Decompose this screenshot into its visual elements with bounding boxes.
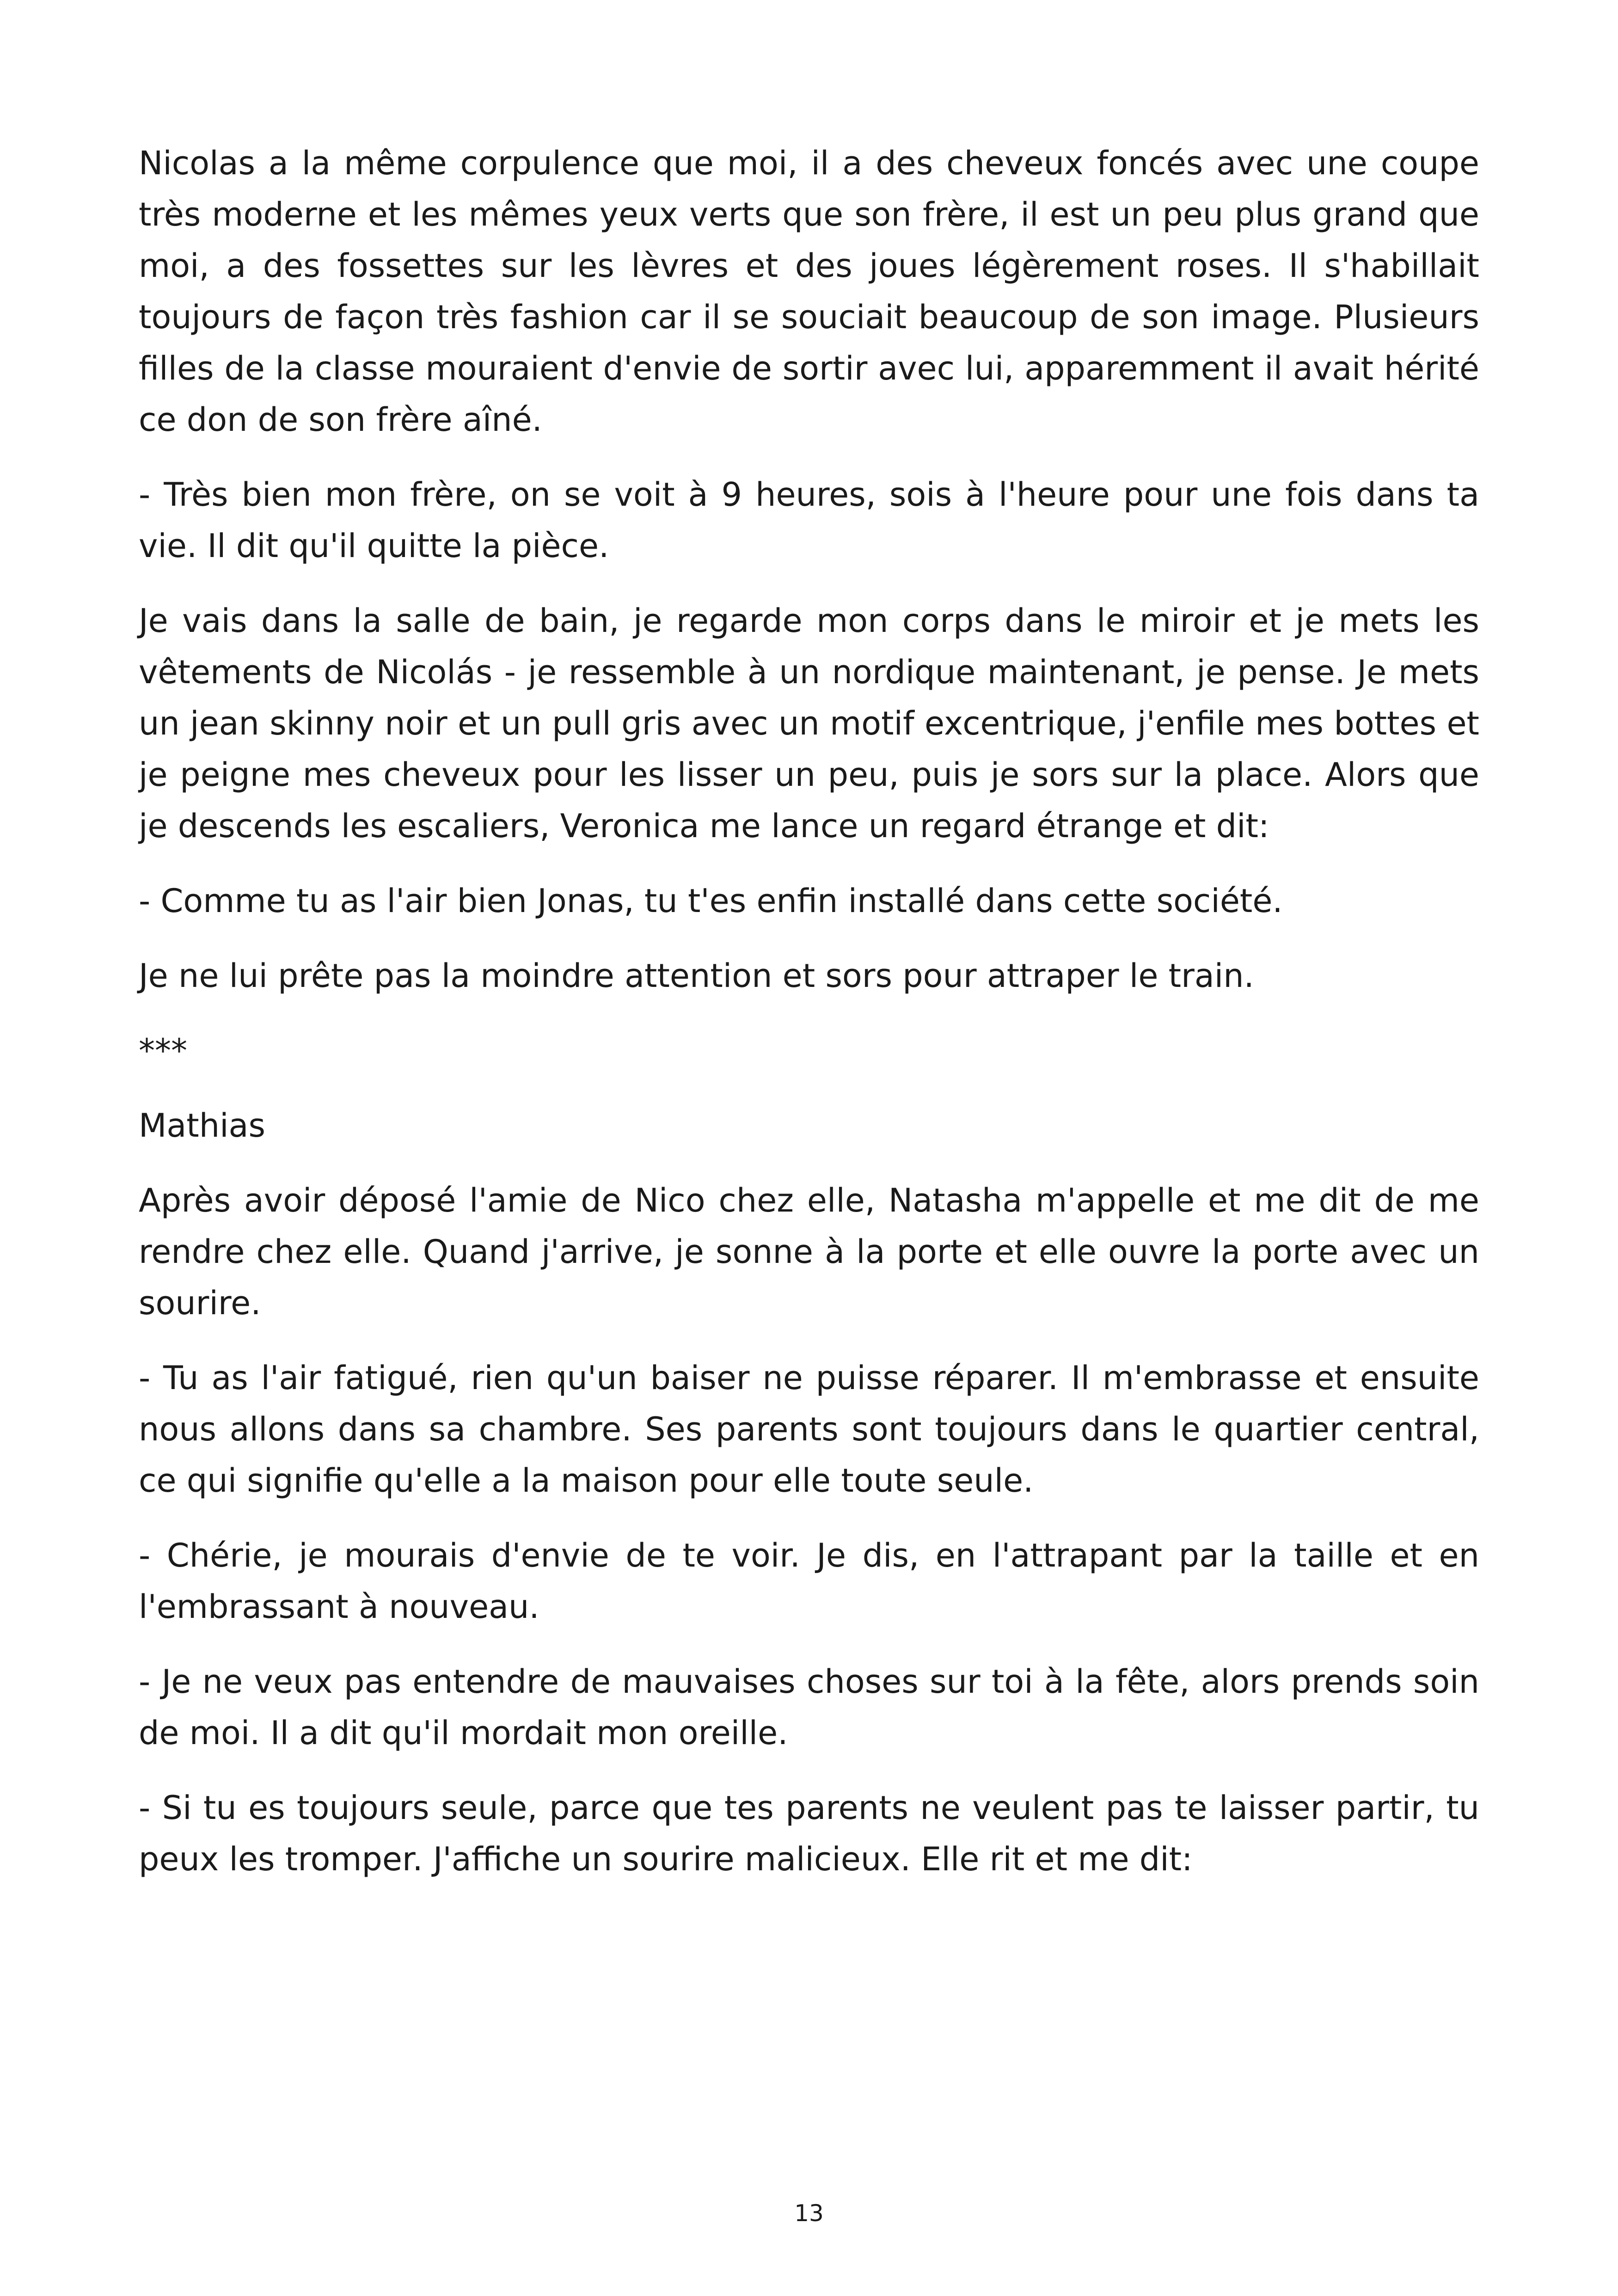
paragraph-dialogue-veronica: - Comme tu as l'air bien Jonas, tu t'es enfin installé dans cette société. [139, 882, 1283, 920]
paragraph-description-nicolas: Nicolas a la même corpulence que moi, il a des cheveux foncés avec une coupe très moderne et les mêmes yeux verts que son frère, il est un peu plus grand que moi, a des fossettes sur les lèvres et des joues légèrement roses. Il s'habillait toujours de façon très fashion car il se souciait beaucoup de son image. Plusieurs filles de la classe mouraient d'envie de sortir avec lui, apparemment il avait hérité ce don de son frère aîné. [139, 144, 1479, 439]
body-text [139, 138, 1479, 1909]
paragraph-dialogue-cherie: - Chérie, je mourais d'envie de te voir. Je dis, en l'attrapant par la taille et en l'embrassant à nouveau. [139, 1537, 1479, 1626]
page-number: 13 [794, 2200, 824, 2227]
paragraph-leaving-for-train: Je ne lui prête pas la moindre attention et sors pour attraper le train. [139, 957, 1254, 995]
section-heading-mathias: Mathias [139, 1107, 265, 1145]
paragraph-getting-dressed: Je vais dans la salle de bain, je regarde mon corps dans le miroir et je mets les vêtements de Nicolás - je ressemble à un nordique maintenant, je pense. Je mets un jean skinny noir et un pull gris avec un motif excentrique, j'enfile mes bottes et je peigne mes cheveux pour les lisser un peu, puis je sors sur la place. Alors que je descends les escaliers, Veronica me lance un regard étrange et dit: [139, 602, 1479, 845]
paragraph-dialogue-tired: - Tu as l'air fatigué, rien qu'un baiser ne puisse réparer. Il m'embrasse et ensuite nous allons dans sa chambre. Ses parents sont toujours dans le quartier central, ce qui signifie qu'elle a la maison pour elle toute seule. [139, 1359, 1479, 1500]
paragraph-dialogue-brother: - Très bien mon frère, on se voit à 9 heures, sois à l'heure pour une fois dans ta vie. Il dit qu'il quitte la pièce. [139, 476, 1479, 565]
paragraph-dialogue-party: - Je ne veux pas entendre de mauvaises choses sur toi à la fête, alors prends soin de moi. Il a dit qu'il mordait mon oreille. [139, 1663, 1479, 1752]
section-separator: *** [139, 1032, 187, 1070]
paragraph-dialogue-parents: - Si tu es toujours seule, parce que tes parents ne veulent pas te laisser partir, tu peux les tromper. J'affiche un sourire malicieux. Elle rit et me dit: [139, 1789, 1479, 1878]
paragraph-natasha-call: Après avoir déposé l'amie de Nico chez elle, Natasha m'appelle et me dit de me rendre chez elle. Quand j'arrive, je sonne à la porte et elle ouvre la porte avec un sourire. [139, 1182, 1479, 1322]
